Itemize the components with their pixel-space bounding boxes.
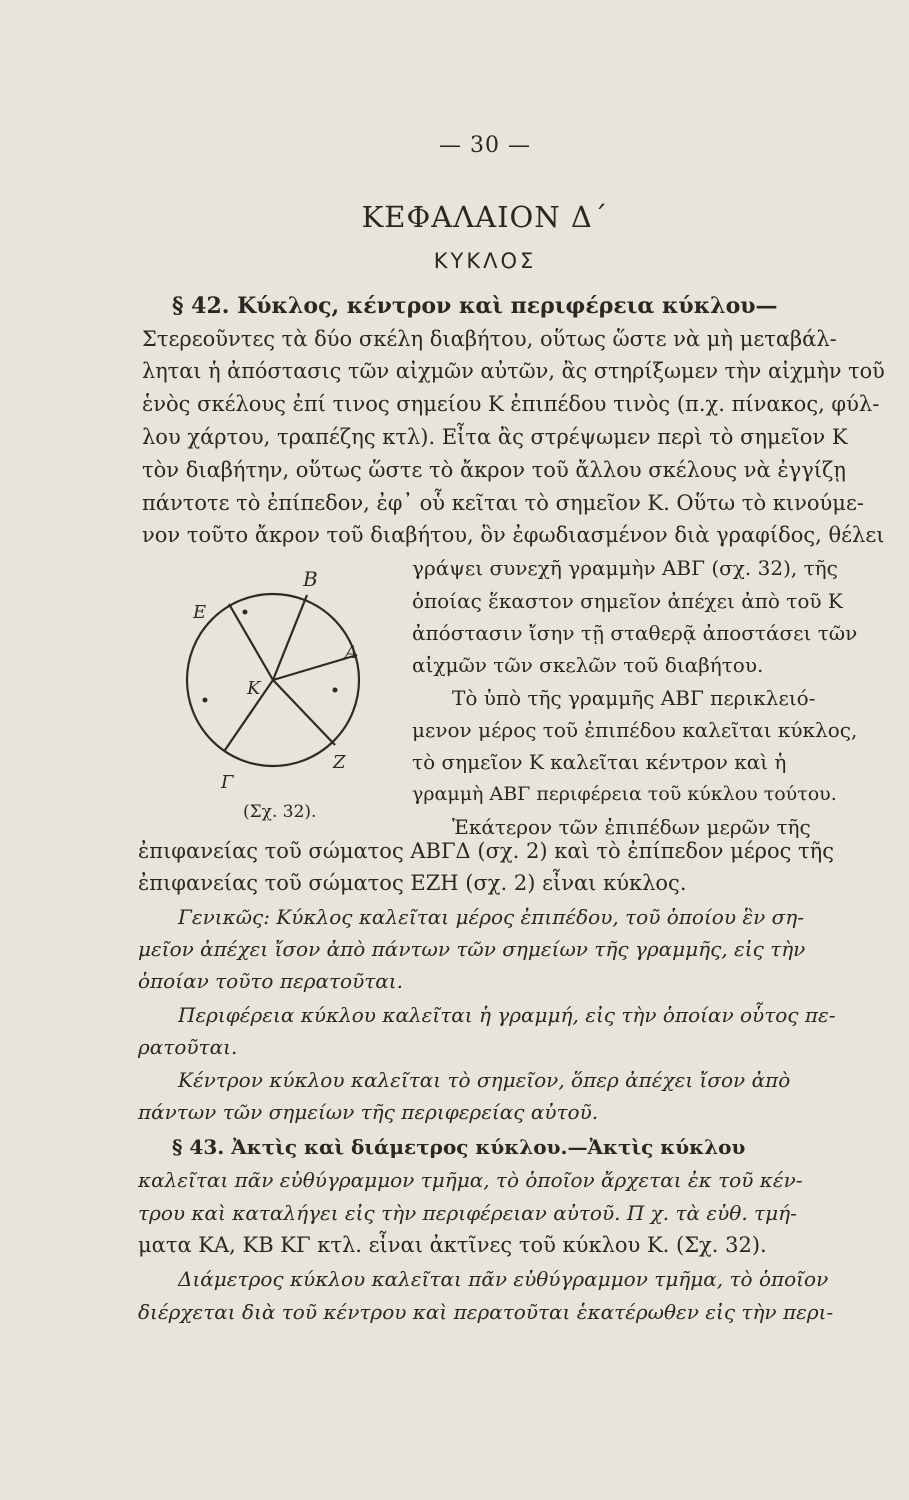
radius-KZ (273, 680, 335, 745)
chapter-title: ΚΕΦΑΛΑΙΟΝ Δ΄ (361, 200, 609, 234)
text-line: γραμμὴ ΑΒΓ περιφέρεια τοῦ κύκλου τούτου. (412, 783, 837, 805)
radius-KB (273, 595, 307, 680)
figure-label-G: Γ (221, 772, 234, 793)
definition-circumference: Περιφέρεια κύκλου καλεῖται ἡ γραμμή, εἰς τὴν ὁποίαν οὗτος πε- (178, 1003, 836, 1027)
point-dot (333, 688, 338, 693)
text-line: ματα ΚΑ, ΚΒ ΚΓ κτλ. εἶναι ἀκτῖνες τοῦ κύκλου Κ. (Σχ. 32). (138, 1233, 767, 1257)
text-line: νον τοῦτο ἄκρον τοῦ διαβήτου, ὃν ἐφωδιασμένον διὰ γραφίδος, θέλει (142, 523, 885, 547)
definition-diameter: Διάμετρος κύκλου καλεῖται πᾶν εὐθύγραμμον τμῆμα, τὸ ὁποῖον (178, 1267, 829, 1291)
figure-label-Z: Z (333, 752, 346, 773)
text-line: καλεῖται πᾶν εὐθύγραμμον τμῆμα, τὸ ὁποῖον ἄρχεται ἐκ τοῦ κέν- (138, 1168, 803, 1192)
text-line: Τὸ ὑπὸ τῆς γραμμῆς ΑΒΓ περικλειό- (452, 686, 816, 710)
text-line: μενον μέρος τοῦ ἐπιπέδου καλεῖται κύκλος, (412, 718, 858, 742)
text-line: πάντοτε τὸ ἐπίπεδον, ἐφ᾽ οὗ κεῖται τὸ σημεῖον Κ. Οὕτω τὸ κινούμε- (142, 491, 864, 515)
text-line: πάντων τῶν σημείων τῆς περιφερείας αὐτοῦ. (138, 1100, 599, 1124)
text-line: γράψει συνεχῆ γραμμὴν ΑΒΓ (σχ. 32), τῆς (412, 556, 838, 580)
text-line: τὸν διαβήτην, οὕτως ὥστε τὸ ἄκρον τοῦ ἄλλου σκέλους νὰ ἐγγίζῃ (142, 458, 846, 482)
text-line: ἀπόστασιν ἴσην τῇ σταθερᾷ ἀποστάσει τῶν (412, 621, 858, 645)
chapter-subtitle: ΚΥΚΛΟΣ (433, 249, 537, 273)
text-line: Στερεοῦντες τὰ δύο σκέλη διαβήτου, οὕτως ὥστε νὰ μὴ μεταβάλ- (142, 327, 837, 351)
text-line: τρου καὶ καταλήγει εἰς τὴν περιφέρειαν αὐτοῦ. Π χ. τὰ εὐθ. τμή- (138, 1201, 797, 1225)
figure-label-A: A (345, 642, 358, 663)
text-line: ὁποίαν τοῦτο περατοῦται. (138, 969, 403, 993)
text-line: μεῖον ἀπέχει ἴσον ἀπὸ πάντων τῶν σημείων τῆς γραμμῆς, εἰς τὴν (138, 937, 806, 961)
text-line: ἐπιφανείας τοῦ σώματος ΕΖΗ (σχ. 2) εἶναι κύκλος. (138, 871, 687, 895)
text-line: Ἑκάτερον τῶν ἐπιπέδων μερῶν τῆς (452, 815, 811, 839)
definition-circle: Γενικῶς: Κύκλος καλεῖται μέρος ἐπιπέδου, τοῦ ὁποίου ἓν ση- (178, 905, 804, 929)
circle-figure (185, 560, 365, 820)
point-dot (243, 610, 248, 615)
figure-caption: (Σχ. 32). (243, 802, 317, 822)
text-line: ἑνὸς σκέλους ἐπί τινος σημείου Κ ἐπιπέδου τινὸς (π.χ. πίνακος, φύλ- (142, 392, 880, 416)
text-line: ἐπιφανείας τοῦ σώματος ΑΒΓΔ (σχ. 2) καὶ τὸ ἐπίπεδον μέρος τῆς (138, 839, 834, 863)
figure-label-E: E (193, 602, 207, 623)
text-line: τὸ σημεῖον Κ καλεῖται κέντρον καὶ ἡ (412, 750, 787, 774)
text-line: ὁποίας ἕκαστον σημεῖον ἀπέχει ἀπὸ τοῦ Κ (412, 589, 843, 613)
page-number: — 30 — (439, 133, 531, 158)
text-line: αἰχμῶν τῶν σκελῶν τοῦ διαβήτου. (412, 653, 764, 677)
text-line: λου χάρτου, τραπέζης κτλ). Εἶτα ἂς στρέψωμεν περὶ τὸ σημεῖον Κ (142, 425, 848, 449)
section-42-heading: § 42. Κύκλος, κέντρον καὶ περιφέρεια κύκλου— (172, 293, 778, 319)
text-line: διέρχεται διὰ τοῦ κέντρου καὶ περατοῦται ἑκατέρωθεν εἰς τὴν περι- (138, 1300, 834, 1324)
text-line: ληται ἡ ἀπόστασις τῶν αἰχμῶν αὐτῶν, ἂς στηρίξωμεν τὴν αἰχμὴν τοῦ (142, 359, 885, 383)
radius-KE (229, 604, 273, 680)
point-dot (203, 698, 208, 703)
figure-label-K: K (247, 678, 261, 699)
text-line: ρατοῦται. (138, 1035, 238, 1059)
definition-center: Κέντρον κύκλου καλεῖται τὸ σημεῖον, ὅπερ ἀπέχει ἴσον ἀπὸ (178, 1068, 791, 1092)
figure-label-B: B (303, 567, 318, 591)
section-43-heading: § 43. Ἀκτὶς καὶ διάμετρος κύκλου.—Ἀκτὶς κύκλου (172, 1135, 746, 1159)
